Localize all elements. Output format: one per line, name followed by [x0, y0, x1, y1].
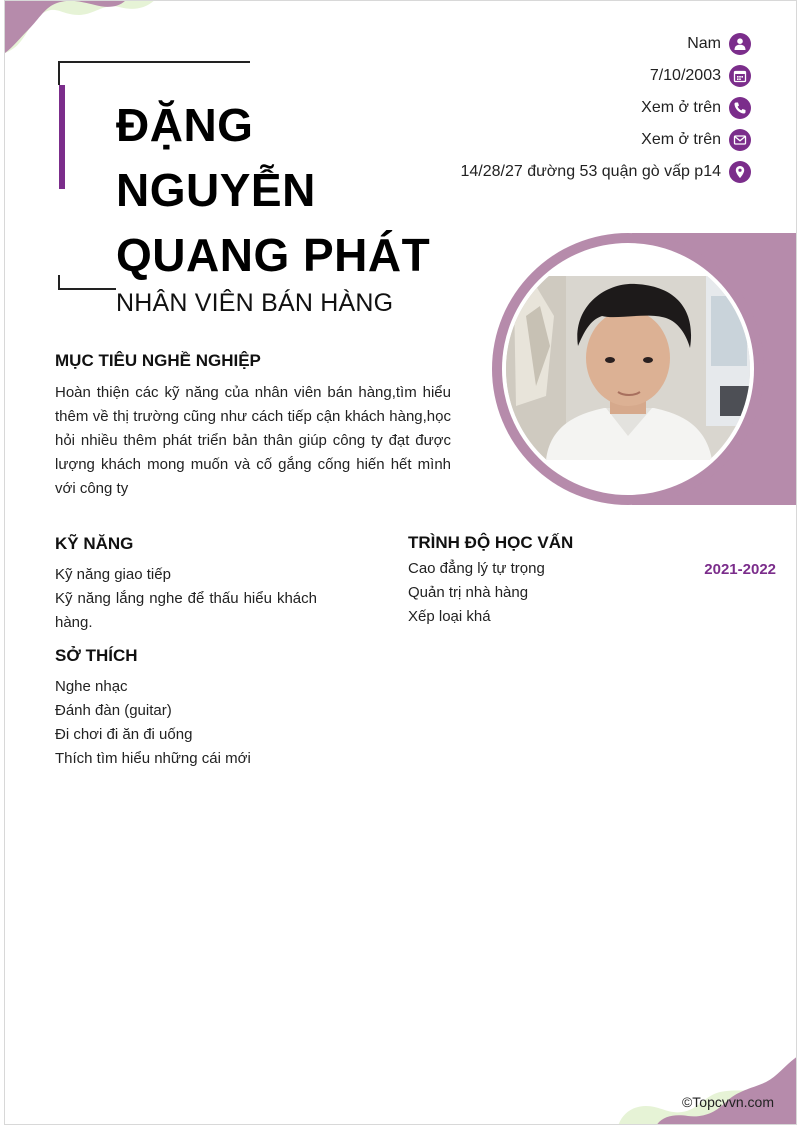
education-grade: Xếp loại khá — [408, 608, 491, 625]
contact-phone-value: Xem ở trên — [641, 99, 721, 116]
education-school: Cao đẳng lý tự trọng — [408, 560, 545, 577]
hobby-item-4: Thích tìm hiểu những cái mới — [55, 750, 251, 767]
contact-birthday-value: 7/10/2003 — [649, 67, 721, 84]
name-line-1: ĐẶNG — [116, 99, 254, 151]
hobbies-title: SỞ THÍCH — [55, 646, 138, 665]
education-years: 2021-2022 — [704, 561, 776, 578]
hobby-item-1: Nghe nhạc — [55, 678, 128, 695]
decorative-blob-top-left — [4, 0, 169, 59]
contact-gender-value: Nam — [687, 35, 721, 52]
cv-page — [4, 0, 797, 1125]
name-line-3: QUANG PHÁT — [116, 229, 431, 281]
hobby-item-3: Đi chơi đi ăn đi uống — [55, 726, 193, 743]
profile-photo — [506, 247, 750, 491]
name-line-2: NGUYỄN — [116, 164, 316, 216]
contact-address — [331, 159, 751, 185]
header-bracket-left-bottom — [58, 275, 60, 289]
location-icon — [729, 161, 751, 183]
contact-phone — [331, 95, 751, 121]
education-major: Quản trị nhà hàng — [408, 584, 529, 601]
decorative-blob-bottom-right — [608, 1056, 797, 1125]
header-bracket-left — [58, 61, 60, 85]
calendar-icon — [729, 65, 751, 87]
objective-title: MỤC TIÊU NGHỀ NGHIỆP — [55, 351, 261, 370]
candidate-name — [116, 93, 456, 288]
job-position: NHÂN VIÊN BÁN HÀNG — [116, 289, 394, 317]
skill-item-1: Kỹ năng giao tiếp — [55, 566, 171, 583]
skills-title: KỸ NĂNG — [55, 534, 134, 553]
header-bracket-bottom — [58, 288, 116, 290]
skill-item-2: Kỹ năng lắng nghe để thấu hiểu khách hàng. — [55, 590, 317, 631]
header-bracket-top — [58, 61, 250, 63]
phone-icon — [729, 97, 751, 119]
profile-photo-image — [506, 276, 750, 460]
user-icon — [729, 33, 751, 55]
contact-email — [331, 127, 751, 153]
objective-text: Hoàn thiện các kỹ năng của nhân viên bán hàng,tìm hiểu thêm về thị trường cũng như cách tiếp cận khách hàng,học hỏi nhiều thêm phát triển bản thân giúp công ty đạt được lượng khách mong muốn và cố gắng cống hiến hết mình với công ty — [55, 384, 451, 497]
mail-icon — [729, 129, 751, 151]
header-accent-bar — [59, 85, 65, 189]
contact-gender — [331, 31, 751, 57]
hobby-item-2: Đánh đàn (guitar) — [55, 702, 172, 719]
contact-birthday — [331, 63, 751, 89]
education-title: TRÌNH ĐỘ HỌC VẤN — [408, 533, 574, 552]
contact-address-value: 14/28/27 đường 53 quận gò vấp p14 — [460, 163, 721, 180]
footer-watermark: ©Topcvvn.com — [681, 1094, 774, 1110]
contact-email-value: Xem ở trên — [641, 131, 721, 148]
